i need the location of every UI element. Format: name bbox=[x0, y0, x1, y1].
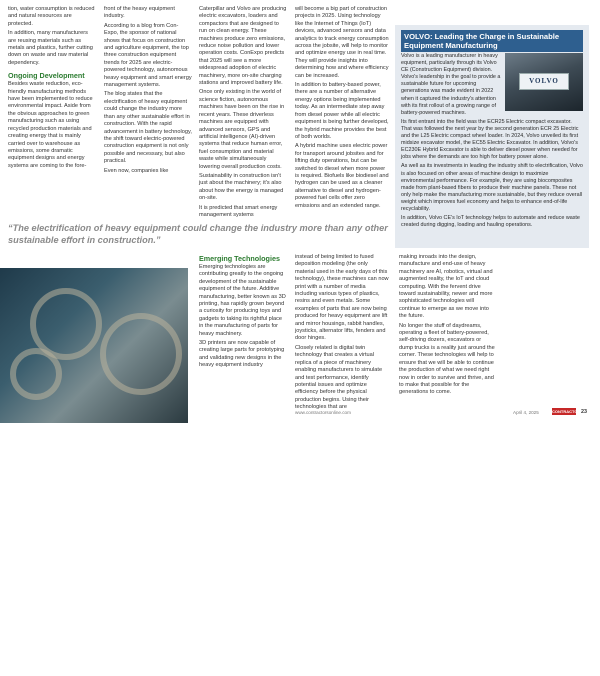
paragraph: making inroads into the design, manufacture and end-use of heavy machinery are AI, robotics, virtual and augmented reality, the IoT and cloud computing. With the fervent drive toward sustainability, newer and more sophisticated technologies will continue to emerge as we move into the future. bbox=[399, 254, 493, 320]
footer-logo: CONTRACTORS bbox=[552, 409, 584, 414]
section-heading: Emerging Technologies bbox=[199, 254, 280, 263]
column-1 bbox=[8, 6, 96, 172]
page-number: 23 bbox=[581, 409, 587, 415]
paragraph: Emerging technologies are contributing greatly to the ongoing development of the sustainable equipment of the future. Additive manufacturing, better known as 3D printing, has rapidly grown beyond a curiosity for producing toys and gadgets to taking its rightful place in the manufacturing of parts for heavy machinery. bbox=[199, 264, 286, 337]
paragraph: Closely related is digital twin technology that creates a virtual replica of a piece of machinery enabling manufacturers to simulate and test performance, identify potential issues and optimize efficiency before the physical production begins. Using their technologies that are bbox=[295, 344, 383, 411]
volvo-sidebar bbox=[395, 25, 589, 248]
sidebar-title: VOLVO: Leading the Charge in Sustainable Equipment Manufacturing bbox=[401, 30, 583, 52]
column-3 bbox=[199, 6, 287, 221]
engine-part-shape bbox=[10, 348, 62, 400]
column-2 bbox=[104, 6, 192, 177]
pull-quote: “The electrification of heavy equipment could change the industry more than any other sustainable effort in construction.” bbox=[8, 223, 388, 245]
sidebar-paragraph: Its first entrant into the field was the ECR25 Electric compact excavator. That was followed the next year by the second generation ECR 25 Electric and the L25 Electric compact wheel loader. In 2024, Volvo unveiled its first midsize excavator model, the EC55 Electric Excavator. In addition, Volvo's EC230E Hybrid Excavator is able to deliver diesel power when needed for jobs where the demands are too high for battery power alone. bbox=[401, 118, 579, 161]
paragraph: It is predicted that smart energy management systems bbox=[199, 204, 278, 218]
column-5 bbox=[199, 254, 287, 372]
volvo-logo: VOLVO bbox=[519, 73, 569, 90]
sidebar-paragraph: As well as its investments in leading the industry shift to electrification, Volvo is also focused on other areas of machine design to maximize environmental performance. For example, they are using biocomposites made from plant-based fibers to produce their machine panels. These not only help make the manufacturing more sustainable, but they reduce overall weight which improves fuel economy and helps to enhance end-of-life recyclability. bbox=[401, 163, 583, 212]
volvo-machine-photo bbox=[505, 53, 583, 111]
sidebar-body bbox=[401, 53, 583, 231]
column-6 bbox=[295, 254, 389, 414]
paragraph: front of the heavy equipment industry. bbox=[104, 6, 175, 20]
paragraph: tion, water consumption is reduced and natural resources are protected. bbox=[8, 6, 95, 27]
footer-date: April 4, 2025 bbox=[513, 410, 539, 415]
sidebar-paragraph: In addition, Volvo CE's IoT technology helps to automate and reduce waste created during digging, loading and hauling operations. bbox=[401, 215, 580, 229]
paragraph: 3D printers are now capable of creating large parts for prototyping and validating new designs in the heavy equipment industry bbox=[199, 340, 285, 369]
sidebar-paragraph: Volvo is a leading manufacturer in heavy equipment, particularly through its Volvo CE (Construction Equipment) division. Volvo's leadership in the goal to provide a sustainable future for upcoming generations was made evident in 2022 when it captured the industry's attention with its first rollout of a growing range of battery-powered machines. bbox=[401, 53, 501, 116]
footer-url: www.contractorsonline.com bbox=[295, 410, 351, 415]
photo-caption: Hydrogen fuel cell engines provide clean energy for industrial and heavy equipment. bbox=[4, 662, 127, 675]
paragraph: Even now, companies like bbox=[104, 167, 169, 174]
paragraph: Caterpillar and Volvo are producing electric excavators, loaders and compactors that are designed to run on clean energy. These machines produce zero emissions, reduce noise pollution and lower operation costs. ConExpo predicts that 2025 will see a more widespread adoption of electric machinery, more on-site charging stations and improved battery life. bbox=[199, 6, 287, 87]
paragraph: will become a big part of construction projects in 2025. Using technology like the Internet of Things (IoT) devices, advanced sensors and data analytics to track energy consumption across the jobsite, will help to monitor and optimize energy use in real time. They will provide insights into determining how and where efficiency can be increased. bbox=[295, 6, 389, 79]
paragraph: instead of being limited to fused deposition modeling (the only material used in the early days of this technology), these machines can now print with a number of media including various types of plastics, resins and even metals. Some examples of parts that are now being produced for heavy equipment are lift and mirror housings, rabbit handles, joysticks, alternator lifts, fenders and door hinges. bbox=[295, 254, 389, 342]
paragraph: The blog states that the electrification of heavy equipment could change the industry more than any other sustainable effort in construction. With the rapid advancement in battery technology, the shift toward electric-powered construction equipment is not only possible and necessary, but also practical. bbox=[104, 91, 192, 165]
section-heading: Ongoing Development bbox=[8, 71, 85, 81]
hydrogen-engine-photo bbox=[0, 268, 188, 675]
paragraph: No longer the stuff of daydreams, operating a fleet of battery-powered, self-driving dozers, excavators or dump trucks is a reality just around the corner. These technologies will help to ensure that we will be able to continue the production of what we need right now in order to survive and thrive, and to make that possible for the generations to come. bbox=[399, 322, 495, 396]
paragraph: Once only existing in the world of science fiction, autonomous machines have been on the rise in recent years. These driverless machines are equipped with advanced sensors, GPS and artificial intelligence (AI)-driven systems that reduce human error, fuel consumption and material waste while simultaneously lowering overall production costs. bbox=[199, 89, 285, 170]
column-4 bbox=[295, 6, 389, 212]
paragraph: In addition to battery-based power, there are a number of alternative energy options being implemented today. As an intermediate step away from diesel power while all electric equipment is being further developed, the hybrid machine provides the best of both worlds. bbox=[295, 82, 389, 140]
paragraph: Besides waste reduction, eco-friendly manufacturing methods have been implemented to reduce environmental impact. Aside from the obvious approaches to green manufacturing such as using recycled production materials and creating energy that is mainly carried over to warehouse as emissions, some dramatic equipment designs and energy systems are coming to the fore- bbox=[8, 81, 93, 169]
paragraph: In addition, many manufacturers are reusing materials such as metals and plastics, further cutting down on waste and raw material dependency. bbox=[8, 30, 93, 66]
paragraph: Sustainability in construction isn't just about the machinery; it's also about how the energy is managed on-site. bbox=[199, 172, 284, 202]
paragraph: According to a blog from Con-Expo, the sponsor of national shows that focus on construction and agriculture equipment, the top three construction equipment trends for 2025 are electric-powered technology, autonomous heavy equipment and smart energy management systems. bbox=[104, 22, 192, 89]
engine-part-shape bbox=[100, 313, 182, 395]
column-7 bbox=[399, 254, 495, 399]
paragraph: A hybrid machine uses electric power for transport around jobsites and for lifting duty operations, but can be switched to diesel when more power is required. Biofuels like biodiesel and hydrogen can be used as a cleaner alternative to diesel and hydrogen-powered fuel cells offer zero emissions and an extended range. bbox=[295, 143, 389, 209]
